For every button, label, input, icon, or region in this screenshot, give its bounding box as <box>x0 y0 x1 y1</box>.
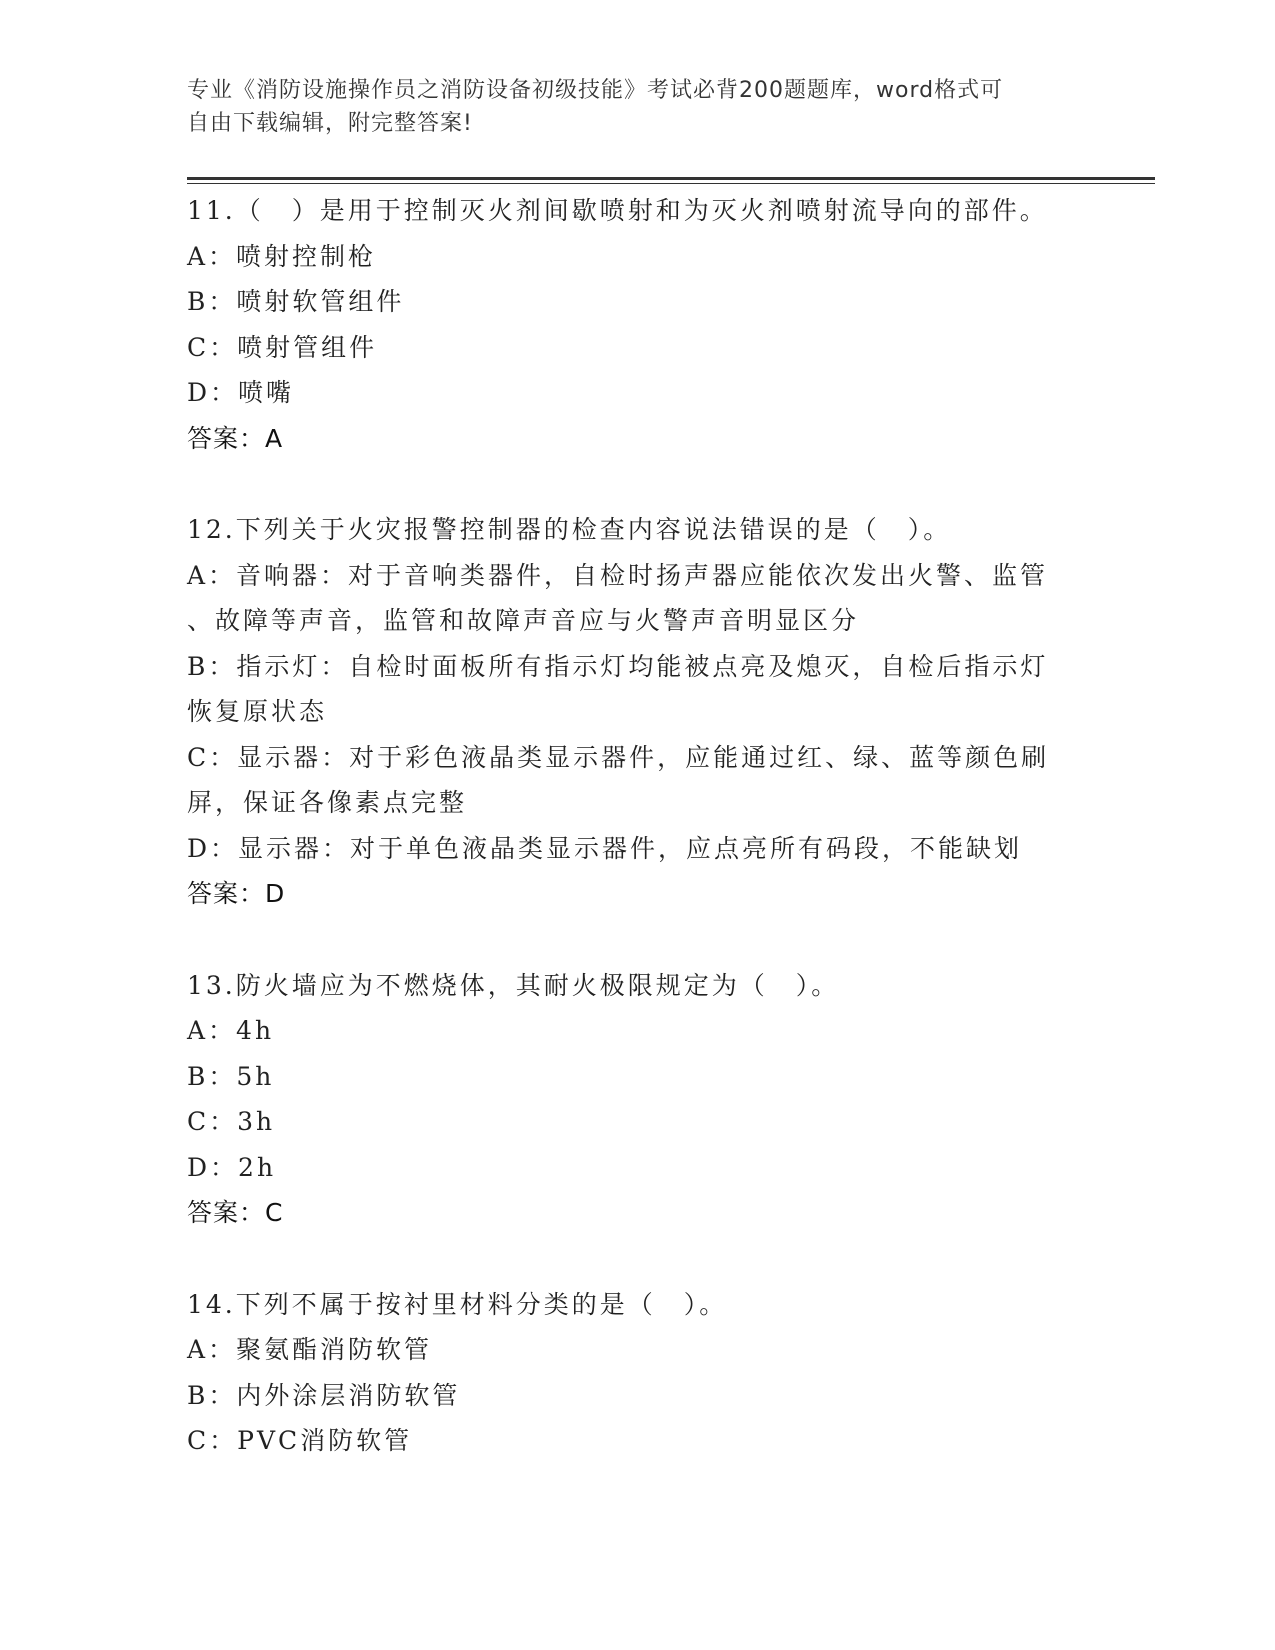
header-divider-thin <box>187 183 1155 184</box>
answer-line: 答案：A <box>187 423 284 453</box>
option-a: A：音响器：对于音响类器件，自检时扬声器应能依次发出火警、监管 <box>187 560 1049 590</box>
option-d: D：2h <box>187 1152 277 1182</box>
option-d: D：喷嘴 <box>187 378 295 407</box>
document-header <box>187 74 1067 140</box>
option-d: D：显示器：对于单色液晶类显示器件，应点亮所有码段，不能缺划 <box>187 833 1023 863</box>
option-c: C：显示器：对于彩色液晶类显示器件，应能通过红、绿、蓝等颜色刷 <box>187 742 1050 772</box>
option-a: A：4h <box>187 1016 275 1045</box>
option-a: A：聚氨酯消防软管 <box>187 1335 433 1364</box>
header-divider-thick <box>187 177 1155 180</box>
option-c: C：喷射管组件 <box>187 332 378 362</box>
question-stem: 12.下列关于火灾报警控制器的检查内容说法错误的是（ ）。 <box>187 515 952 544</box>
answer-line: 答案：D <box>187 879 286 908</box>
question-11 <box>187 188 1087 461</box>
option-b: B：喷射软管组件 <box>187 287 405 316</box>
option-c-continued: 屏，保证各像素点完整 <box>187 788 468 817</box>
header-line-2: 自由下载编辑，附完整答案! <box>187 111 473 136</box>
option-a: A：喷射控制枪 <box>187 241 377 271</box>
question-stem: 13.防火墙应为不燃烧体，其耐火极限规定为（ ）。 <box>187 970 840 1000</box>
option-b: B：5h <box>187 1061 275 1091</box>
question-13 <box>187 963 1087 1236</box>
question-14 <box>187 1282 1087 1464</box>
header-line-1: 专业《消防设施操作员之消防设备初级技能》考试必背200题题库，word格式可 <box>187 78 1004 103</box>
option-b-continued: 恢复原状态 <box>187 697 328 726</box>
option-b: B：内外涂层消防软管 <box>187 1380 461 1410</box>
question-stem: 11.（ ）是用于控制灭火剂间歇喷射和为灭火剂喷射流导向的部件。 <box>187 196 1048 225</box>
question-12 <box>187 507 1087 917</box>
option-a-continued: 、故障等声音，监管和故障声音应与火警声音明显区分 <box>187 606 860 635</box>
answer-line: 答案：C <box>187 1198 284 1227</box>
question-stem: 14.下列不属于按衬里材料分类的是（ ）。 <box>187 1289 728 1319</box>
option-c: C：PVC消防软管 <box>187 1426 413 1455</box>
option-b: B：指示灯：自检时面板所有指示灯均能被点亮及熄灭，自检后指示灯 <box>187 651 1049 681</box>
question-list <box>187 188 1087 1510</box>
option-c: C：3h <box>187 1107 276 1136</box>
